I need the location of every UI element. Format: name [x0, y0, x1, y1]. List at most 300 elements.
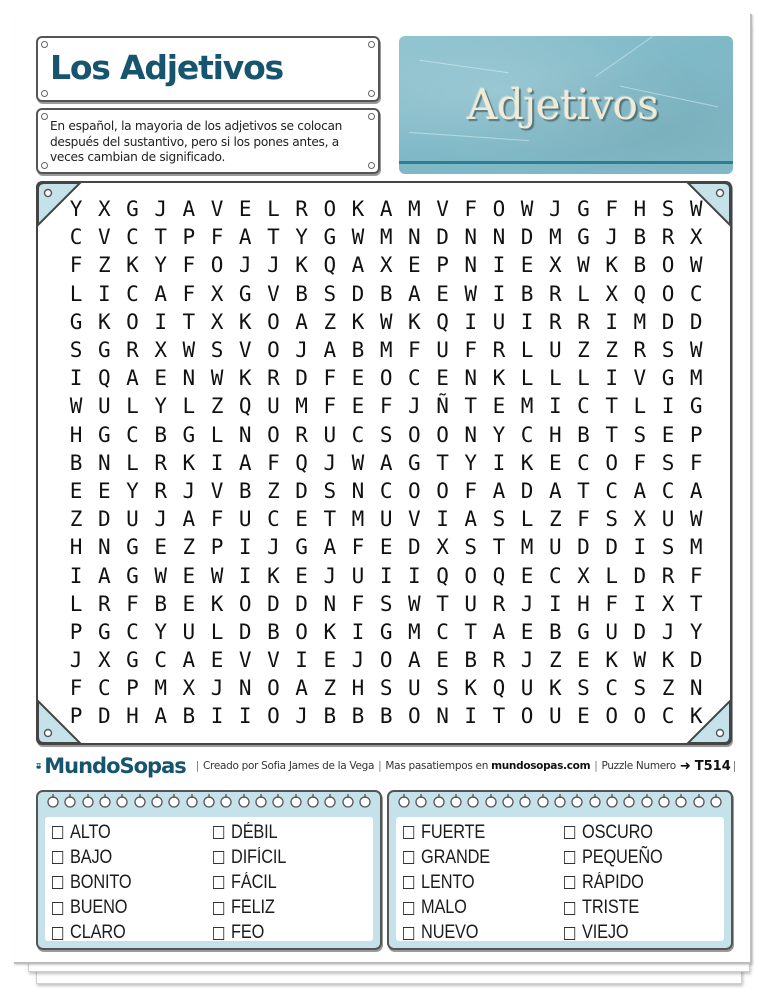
- grid-cell[interactable]: F: [182, 253, 196, 278]
- word-item[interactable]: [213, 820, 351, 845]
- word-item[interactable]: [403, 870, 541, 895]
- grid-cell[interactable]: K: [661, 648, 675, 673]
- word-item[interactable]: [52, 820, 190, 845]
- grid-cell[interactable]: A: [295, 309, 308, 334]
- grid-cell[interactable]: B: [520, 281, 534, 306]
- checkbox[interactable]: [213, 902, 224, 915]
- grid-cell[interactable]: E: [436, 281, 449, 306]
- grid-cell[interactable]: J: [351, 648, 365, 673]
- word-item[interactable]: [403, 845, 541, 870]
- grid-cell[interactable]: G: [238, 281, 252, 306]
- grid-cell[interactable]: R: [154, 450, 167, 475]
- grid-cell[interactable]: I: [492, 253, 506, 278]
- grid-cell[interactable]: T: [182, 309, 196, 334]
- grid-cell[interactable]: J: [238, 253, 252, 278]
- grid-cell[interactable]: M: [351, 507, 365, 532]
- grid-cell[interactable]: A: [97, 563, 111, 588]
- grid-cell[interactable]: F: [577, 507, 590, 532]
- grid-cell[interactable]: O: [408, 478, 421, 503]
- grid-cell[interactable]: O: [267, 338, 280, 363]
- grid-cell[interactable]: L: [520, 366, 534, 391]
- grid-cell[interactable]: T: [605, 422, 618, 447]
- grid-cell[interactable]: F: [69, 676, 83, 701]
- grid-cell[interactable]: G: [689, 394, 703, 419]
- grid-cell[interactable]: R: [577, 309, 590, 334]
- grid-cell[interactable]: E: [577, 648, 590, 673]
- grid-cell[interactable]: R: [548, 281, 562, 306]
- grid-cell[interactable]: T: [267, 225, 280, 250]
- grid-cell[interactable]: U: [379, 507, 393, 532]
- grid-cell[interactable]: V: [210, 478, 224, 503]
- grid-cell[interactable]: U: [548, 535, 562, 560]
- grid-cell[interactable]: B: [351, 704, 365, 729]
- grid-cell[interactable]: W: [689, 338, 703, 363]
- grid-cell[interactable]: B: [548, 619, 562, 644]
- word-item[interactable]: [213, 921, 351, 946]
- grid-cell[interactable]: B: [379, 281, 393, 306]
- grid-cell[interactable]: J: [548, 197, 562, 222]
- grid-cell[interactable]: E: [182, 591, 196, 616]
- grid-cell[interactable]: Z: [69, 507, 83, 532]
- grid-cell[interactable]: B: [295, 281, 308, 306]
- grid-cell[interactable]: U: [548, 704, 562, 729]
- grid-cell[interactable]: F: [379, 394, 393, 419]
- grid-cell[interactable]: O: [605, 704, 618, 729]
- grid-cell[interactable]: S: [464, 535, 478, 560]
- grid-cell[interactable]: A: [689, 478, 703, 503]
- grid-cell[interactable]: R: [548, 309, 562, 334]
- word-item[interactable]: [52, 870, 190, 895]
- grid-cell[interactable]: P: [689, 422, 703, 447]
- grid-cell[interactable]: X: [436, 535, 449, 560]
- grid-cell[interactable]: A: [633, 478, 647, 503]
- grid-cell[interactable]: E: [661, 422, 675, 447]
- grid-cell[interactable]: C: [577, 394, 590, 419]
- grid-cell[interactable]: N: [323, 591, 337, 616]
- grid-cell[interactable]: U: [97, 394, 111, 419]
- grid-cell[interactable]: I: [295, 648, 308, 673]
- grid-cell[interactable]: Q: [97, 366, 111, 391]
- grid-cell[interactable]: E: [323, 648, 337, 673]
- grid-cell[interactable]: H: [69, 535, 83, 560]
- grid-cell[interactable]: C: [97, 676, 111, 701]
- grid-cell[interactable]: E: [520, 563, 534, 588]
- grid-cell[interactable]: T: [436, 591, 449, 616]
- grid-cell[interactable]: W: [210, 366, 224, 391]
- grid-cell[interactable]: D: [97, 507, 111, 532]
- grid-cell[interactable]: K: [182, 450, 196, 475]
- grid-cell[interactable]: E: [351, 366, 365, 391]
- grid-cell[interactable]: I: [238, 563, 252, 588]
- grid-cell[interactable]: B: [633, 253, 647, 278]
- grid-cell[interactable]: U: [182, 619, 196, 644]
- grid-cell[interactable]: Y: [154, 253, 167, 278]
- word-item[interactable]: [403, 921, 541, 946]
- grid-cell[interactable]: F: [126, 591, 139, 616]
- grid-cell[interactable]: B: [69, 450, 83, 475]
- grid-cell[interactable]: J: [154, 507, 167, 532]
- grid-cell[interactable]: A: [126, 366, 139, 391]
- grid-cell[interactable]: E: [182, 563, 196, 588]
- grid-cell[interactable]: X: [210, 309, 224, 334]
- grid-cell[interactable]: K: [548, 676, 562, 701]
- grid-cell[interactable]: I: [238, 535, 252, 560]
- checkbox[interactable]: [403, 902, 414, 915]
- grid-cell[interactable]: A: [548, 478, 562, 503]
- grid-cell[interactable]: D: [520, 225, 534, 250]
- grid-cell[interactable]: R: [295, 197, 308, 222]
- grid-cell[interactable]: U: [548, 338, 562, 363]
- grid-cell[interactable]: O: [436, 478, 449, 503]
- grid-cell[interactable]: V: [97, 225, 111, 250]
- grid-cell[interactable]: H: [126, 704, 139, 729]
- grid-cell[interactable]: F: [210, 225, 224, 250]
- grid-cell[interactable]: J: [154, 197, 167, 222]
- checkbox[interactable]: [403, 927, 414, 940]
- grid-cell[interactable]: G: [126, 648, 139, 673]
- grid-cell[interactable]: R: [126, 338, 139, 363]
- grid-cell[interactable]: M: [689, 366, 703, 391]
- grid-cell[interactable]: W: [520, 197, 534, 222]
- word-item[interactable]: [52, 896, 190, 921]
- grid-cell[interactable]: V: [267, 648, 280, 673]
- grid-cell[interactable]: X: [210, 281, 224, 306]
- grid-cell[interactable]: O: [605, 450, 618, 475]
- grid-cell[interactable]: S: [69, 338, 83, 363]
- grid-cell[interactable]: I: [633, 591, 647, 616]
- checkbox[interactable]: [403, 851, 414, 864]
- grid-cell[interactable]: X: [548, 253, 562, 278]
- grid-cell[interactable]: L: [520, 507, 534, 532]
- grid-cell[interactable]: W: [379, 309, 393, 334]
- grid-cell[interactable]: B: [379, 704, 393, 729]
- grid-cell[interactable]: L: [126, 450, 139, 475]
- grid-cell[interactable]: F: [464, 338, 478, 363]
- grid-cell[interactable]: Z: [577, 338, 590, 363]
- checkbox[interactable]: [564, 927, 575, 940]
- grid-cell[interactable]: O: [661, 253, 675, 278]
- grid-cell[interactable]: W: [182, 338, 196, 363]
- checkbox[interactable]: [213, 826, 224, 839]
- grid-cell[interactable]: H: [577, 591, 590, 616]
- grid-cell[interactable]: I: [154, 309, 167, 334]
- grid-cell[interactable]: Z: [323, 309, 337, 334]
- grid-cell[interactable]: F: [689, 563, 703, 588]
- grid-cell[interactable]: C: [605, 478, 618, 503]
- checkbox[interactable]: [213, 851, 224, 864]
- grid-cell[interactable]: Q: [492, 563, 506, 588]
- grid-cell[interactable]: T: [492, 535, 506, 560]
- grid-cell[interactable]: W: [689, 253, 703, 278]
- grid-cell[interactable]: O: [492, 197, 506, 222]
- grid-cell[interactable]: E: [436, 648, 449, 673]
- grid-cell[interactable]: I: [97, 281, 111, 306]
- grid-cell[interactable]: E: [548, 450, 562, 475]
- grid-cell[interactable]: A: [182, 648, 196, 673]
- checkbox[interactable]: [564, 876, 575, 889]
- checkbox[interactable]: [52, 902, 63, 915]
- grid-cell[interactable]: A: [238, 450, 252, 475]
- grid-cell[interactable]: J: [295, 338, 308, 363]
- checkbox[interactable]: [564, 826, 575, 839]
- grid-cell[interactable]: N: [464, 366, 478, 391]
- grid-cell[interactable]: S: [323, 281, 337, 306]
- grid-cell[interactable]: G: [97, 422, 111, 447]
- grid-cell[interactable]: K: [210, 591, 224, 616]
- grid-cell[interactable]: L: [267, 197, 280, 222]
- grid-cell[interactable]: O: [379, 366, 393, 391]
- grid-cell[interactable]: Z: [182, 535, 196, 560]
- grid-cell[interactable]: C: [69, 225, 83, 250]
- grid-cell[interactable]: U: [492, 309, 506, 334]
- grid-cell[interactable]: E: [295, 507, 308, 532]
- grid-cell[interactable]: J: [605, 225, 618, 250]
- grid-cell[interactable]: F: [351, 591, 365, 616]
- grid-cell[interactable]: Q: [492, 676, 506, 701]
- grid-cell[interactable]: W: [689, 197, 703, 222]
- grid-cell[interactable]: S: [661, 535, 675, 560]
- grid-cell[interactable]: L: [69, 591, 83, 616]
- grid-cell[interactable]: L: [69, 281, 83, 306]
- grid-cell[interactable]: J: [323, 563, 337, 588]
- grid-cell[interactable]: G: [577, 197, 590, 222]
- grid-cell[interactable]: U: [436, 338, 449, 363]
- grid-cell[interactable]: J: [520, 648, 534, 673]
- grid-cell[interactable]: C: [126, 619, 139, 644]
- grid-cell[interactable]: U: [661, 507, 675, 532]
- grid-cell[interactable]: O: [379, 648, 393, 673]
- grid-cell[interactable]: D: [238, 619, 252, 644]
- grid-cell[interactable]: C: [408, 366, 421, 391]
- grid-cell[interactable]: W: [69, 394, 83, 419]
- grid-cell[interactable]: K: [605, 253, 618, 278]
- grid-cell[interactable]: F: [605, 591, 618, 616]
- grid-cell[interactable]: S: [633, 676, 647, 701]
- grid-cell[interactable]: S: [577, 676, 590, 701]
- grid-cell[interactable]: G: [295, 535, 308, 560]
- grid-cell[interactable]: Y: [492, 422, 506, 447]
- grid-cell[interactable]: Y: [69, 197, 83, 222]
- grid-cell[interactable]: K: [295, 253, 308, 278]
- grid-cell[interactable]: D: [436, 225, 449, 250]
- grid-cell[interactable]: X: [97, 648, 111, 673]
- grid-cell[interactable]: Y: [154, 619, 167, 644]
- grid-cell[interactable]: Ñ: [436, 394, 449, 419]
- grid-cell[interactable]: I: [492, 450, 506, 475]
- grid-cell[interactable]: N: [351, 478, 365, 503]
- grid-cell[interactable]: T: [577, 478, 590, 503]
- grid-cell[interactable]: S: [661, 197, 675, 222]
- grid-cell[interactable]: O: [436, 422, 449, 447]
- grid-cell[interactable]: G: [577, 619, 590, 644]
- grid-cell[interactable]: N: [492, 225, 506, 250]
- grid-cell[interactable]: I: [520, 309, 534, 334]
- grid-cell[interactable]: M: [408, 619, 421, 644]
- grid-cell[interactable]: M: [520, 535, 534, 560]
- grid-cell[interactable]: F: [605, 197, 618, 222]
- grid-cell[interactable]: I: [464, 309, 478, 334]
- grid-cell[interactable]: E: [408, 253, 421, 278]
- grid-cell[interactable]: X: [182, 676, 196, 701]
- grid-cell[interactable]: X: [605, 281, 618, 306]
- grid-cell[interactable]: O: [267, 704, 280, 729]
- grid-cell[interactable]: L: [520, 338, 534, 363]
- grid-cell[interactable]: I: [351, 619, 365, 644]
- grid-cell[interactable]: E: [97, 478, 111, 503]
- checkbox[interactable]: [213, 927, 224, 940]
- grid-cell[interactable]: K: [126, 253, 139, 278]
- grid-cell[interactable]: A: [154, 704, 167, 729]
- grid-cell[interactable]: X: [379, 253, 393, 278]
- grid-cell[interactable]: F: [464, 478, 478, 503]
- grid-cell[interactable]: A: [238, 225, 252, 250]
- grid-cell[interactable]: O: [210, 253, 224, 278]
- word-item[interactable]: [564, 820, 702, 845]
- grid-cell[interactable]: A: [464, 507, 478, 532]
- grid-cell[interactable]: Z: [548, 648, 562, 673]
- grid-cell[interactable]: K: [238, 366, 252, 391]
- grid-cell[interactable]: L: [577, 366, 590, 391]
- grid-cell[interactable]: T: [492, 704, 506, 729]
- grid-cell[interactable]: I: [379, 563, 393, 588]
- grid-cell[interactable]: E: [577, 704, 590, 729]
- grid-cell[interactable]: Z: [97, 253, 111, 278]
- grid-cell[interactable]: T: [323, 507, 337, 532]
- grid-cell[interactable]: C: [577, 450, 590, 475]
- grid-cell[interactable]: G: [97, 619, 111, 644]
- grid-cell[interactable]: O: [323, 197, 337, 222]
- grid-cell[interactable]: O: [238, 591, 252, 616]
- grid-cell[interactable]: C: [379, 478, 393, 503]
- grid-cell[interactable]: E: [351, 394, 365, 419]
- grid-cell[interactable]: I: [492, 281, 506, 306]
- grid-cell[interactable]: N: [238, 676, 252, 701]
- grid-cell[interactable]: M: [408, 197, 421, 222]
- grid-cell[interactable]: L: [633, 394, 647, 419]
- grid-cell[interactable]: D: [633, 563, 647, 588]
- grid-cell[interactable]: G: [379, 619, 393, 644]
- grid-cell[interactable]: C: [689, 281, 703, 306]
- grid-cell[interactable]: D: [295, 478, 308, 503]
- grid-cell[interactable]: D: [605, 535, 618, 560]
- word-item[interactable]: [213, 896, 351, 921]
- grid-cell[interactable]: M: [379, 225, 393, 250]
- grid-cell[interactable]: M: [295, 394, 308, 419]
- grid-cell[interactable]: K: [351, 309, 365, 334]
- grid-cell[interactable]: W: [577, 253, 590, 278]
- grid-cell[interactable]: J: [182, 478, 196, 503]
- grid-cell[interactable]: G: [69, 309, 83, 334]
- grid-cell[interactable]: C: [605, 676, 618, 701]
- grid-cell[interactable]: O: [520, 704, 534, 729]
- grid-cell[interactable]: S: [379, 591, 393, 616]
- grid-cell[interactable]: R: [295, 422, 308, 447]
- grid-cell[interactable]: J: [408, 394, 421, 419]
- grid-cell[interactable]: B: [267, 619, 280, 644]
- grid-cell[interactable]: I: [633, 535, 647, 560]
- grid-cell[interactable]: K: [323, 619, 337, 644]
- grid-cell[interactable]: I: [548, 394, 562, 419]
- grid-cell[interactable]: F: [633, 450, 647, 475]
- grid-cell[interactable]: M: [520, 394, 534, 419]
- grid-cell[interactable]: W: [351, 450, 365, 475]
- grid-cell[interactable]: Q: [295, 450, 308, 475]
- grid-cell[interactable]: P: [69, 704, 83, 729]
- grid-cell[interactable]: F: [69, 253, 83, 278]
- grid-cell[interactable]: B: [182, 704, 196, 729]
- grid-cell[interactable]: A: [492, 619, 506, 644]
- grid-cell[interactable]: D: [520, 478, 534, 503]
- grid-cell[interactable]: Y: [689, 619, 703, 644]
- grid-cell[interactable]: O: [408, 422, 421, 447]
- grid-cell[interactable]: E: [492, 394, 506, 419]
- grid-cell[interactable]: Y: [126, 478, 139, 503]
- grid-cell[interactable]: O: [408, 704, 421, 729]
- grid-cell[interactable]: V: [210, 197, 224, 222]
- grid-cell[interactable]: B: [154, 422, 167, 447]
- grid-cell[interactable]: Q: [238, 394, 252, 419]
- grid-cell[interactable]: C: [126, 422, 139, 447]
- grid-cell[interactable]: W: [408, 591, 421, 616]
- grid-cell[interactable]: L: [605, 563, 618, 588]
- grid-cell[interactable]: V: [436, 197, 449, 222]
- grid-cell[interactable]: E: [210, 648, 224, 673]
- grid-cell[interactable]: T: [464, 619, 478, 644]
- grid-cell[interactable]: K: [238, 309, 252, 334]
- grid-cell[interactable]: S: [661, 338, 675, 363]
- grid-cell[interactable]: F: [182, 281, 196, 306]
- grid-cell[interactable]: M: [548, 225, 562, 250]
- grid-cell[interactable]: E: [379, 535, 393, 560]
- grid-cell[interactable]: D: [689, 648, 703, 673]
- grid-cell[interactable]: F: [689, 450, 703, 475]
- grid-cell[interactable]: A: [408, 648, 421, 673]
- grid-cell[interactable]: R: [661, 225, 675, 250]
- checkbox[interactable]: [52, 927, 63, 940]
- grid-cell[interactable]: G: [182, 422, 196, 447]
- grid-cell[interactable]: Q: [436, 309, 449, 334]
- grid-cell[interactable]: U: [267, 394, 280, 419]
- grid-cell[interactable]: D: [295, 366, 308, 391]
- grid-cell[interactable]: R: [633, 338, 647, 363]
- grid-cell[interactable]: W: [633, 648, 647, 673]
- grid-cell[interactable]: O: [267, 676, 280, 701]
- grid-cell[interactable]: N: [238, 422, 252, 447]
- grid-cell[interactable]: V: [633, 366, 647, 391]
- grid-cell[interactable]: E: [520, 253, 534, 278]
- grid-cell[interactable]: W: [464, 281, 478, 306]
- grid-cell[interactable]: U: [323, 422, 337, 447]
- grid-cell[interactable]: S: [633, 422, 647, 447]
- grid-cell[interactable]: H: [548, 422, 562, 447]
- grid-cell[interactable]: U: [408, 676, 421, 701]
- grid-cell[interactable]: O: [633, 704, 647, 729]
- grid-cell[interactable]: K: [689, 704, 703, 729]
- grid-cell[interactable]: Z: [548, 507, 562, 532]
- grid-cell[interactable]: I: [548, 591, 562, 616]
- grid-cell[interactable]: T: [605, 394, 618, 419]
- grid-cell[interactable]: N: [436, 704, 449, 729]
- grid-cell[interactable]: K: [464, 676, 478, 701]
- grid-cell[interactable]: B: [238, 478, 252, 503]
- grid-cell[interactable]: X: [661, 591, 675, 616]
- grid-cell[interactable]: P: [182, 225, 196, 250]
- grid-cell[interactable]: J: [267, 535, 280, 560]
- grid-cell[interactable]: C: [267, 507, 280, 532]
- grid-cell[interactable]: F: [351, 535, 365, 560]
- grid-cell[interactable]: A: [323, 338, 337, 363]
- grid-cell[interactable]: P: [436, 253, 449, 278]
